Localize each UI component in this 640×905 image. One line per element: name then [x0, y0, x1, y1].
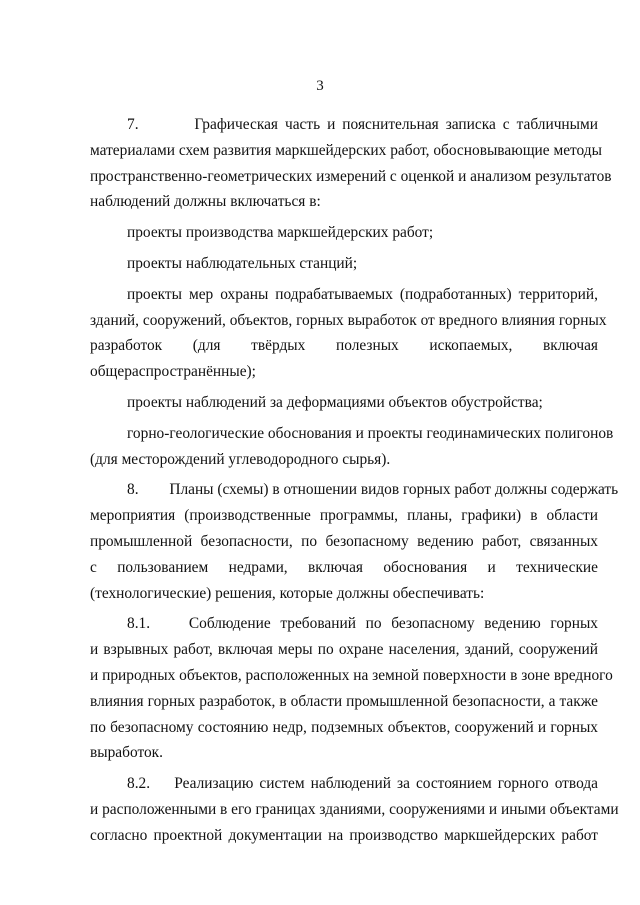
text-line: общераспространённые);: [90, 363, 256, 381]
paragraph-p8: [90, 477, 619, 606]
text-line: зданий, сооружений, объектов, горных выработок от вредного влияния горных: [90, 311, 607, 329]
paragraph-p81: [90, 611, 613, 766]
paragraph-p7e: [90, 421, 614, 473]
page-number: 3: [316, 78, 324, 94]
text-line: и природных объектов, расположенных на земной поверхности в зоне вредного: [90, 666, 613, 684]
text-line: проекты наблюдательных станций;: [127, 254, 358, 272]
text-line: 8. Планы (схемы) в отношении видов горных работ должны содержать: [127, 481, 619, 499]
text-line: пространственно-геометрических измерений с оценкой и анализом результатов: [90, 167, 612, 185]
text-line: промышленной безопасности, по безопасному ведению работ, связанных: [90, 532, 598, 550]
text-line: влияния горных разработок, в области промышленной безопасности, а также: [90, 692, 598, 710]
document-body: [90, 112, 619, 854]
text-line: проекты наблюдений за деформациями объектов обустройства;: [127, 393, 543, 411]
text-line: (для месторождений углеводородного сырья).: [90, 450, 391, 468]
text-line: материалами схем развития маркшейдерских работ, обосновывающие методы: [90, 141, 602, 159]
text-line: и взрывных работ, включая меры по охране населения, зданий, сооружений: [90, 641, 598, 659]
text-line: выработок.: [90, 744, 164, 762]
paragraph-p7b: [90, 251, 598, 277]
text-line: с пользованием недрами, включая обоснования и технические: [90, 558, 598, 576]
paragraph-p7d: [90, 390, 598, 416]
text-line: горно-геологические обоснования и проекты геодинамических полигонов: [127, 424, 614, 442]
text-line: разработок (для твёрдых полезных ископаемых, включая: [90, 337, 598, 355]
text-line: наблюдений должны включаться в:: [90, 193, 321, 211]
text-line: 7. Графическая часть и пояснительная записка с табличными: [127, 116, 598, 133]
text-line: проекты производства маркшейдерских работ;: [127, 224, 434, 242]
text-line: 8.1. Соблюдение требований по безопасному ведению горных: [127, 615, 598, 633]
text-line: (технологические) решения, которые должны обеспечивать:: [90, 584, 485, 602]
text-line: согласно проектной документации на производство маркшейдерских работ: [90, 826, 598, 844]
paragraph-p7a: [90, 220, 598, 246]
text-line: проекты мер охраны подрабатываемых (подработанных) территорий,: [127, 285, 598, 303]
text-line: по безопасному состоянию недр, подземных объектов, сооружений и горных: [90, 718, 598, 736]
text-line: мероприятия (производственные программы, планы, графики) в области: [90, 507, 598, 525]
text-line: и расположенными в его границах зданиями, сооружениями и иными объектами: [90, 800, 619, 818]
paragraph-p7c: [90, 282, 607, 385]
paragraph-p7: [90, 112, 612, 215]
text-line: 8.2. Реализацию систем наблюдений за состоянием горного отвода: [127, 775, 598, 793]
paragraph-p82: [90, 771, 619, 848]
